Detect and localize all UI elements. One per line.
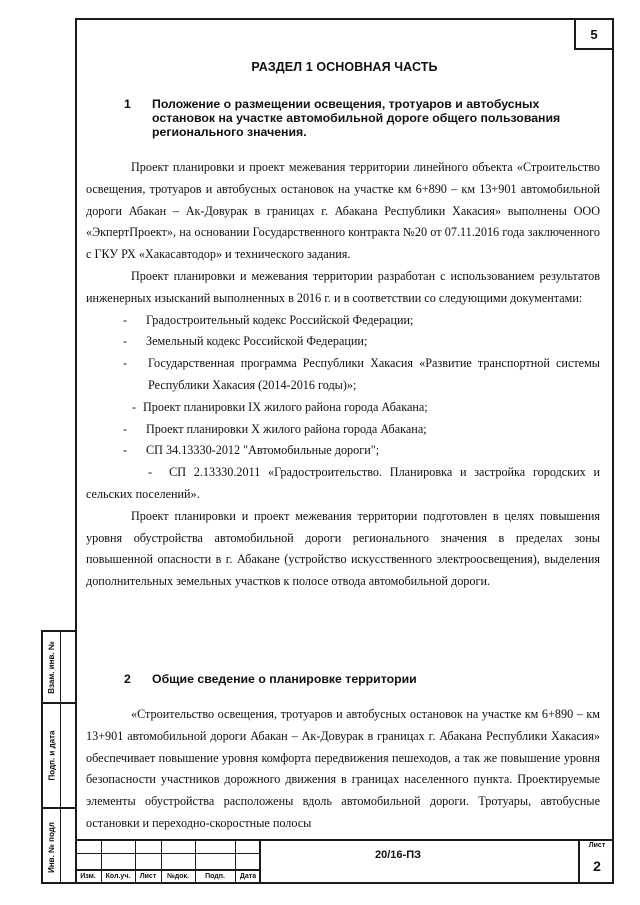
heading-2-number: 2 bbox=[124, 672, 131, 686]
page-frame bbox=[75, 18, 614, 884]
sheet-number: 2 bbox=[593, 858, 601, 874]
paragraph-2: Проект планировки и межевания территории разработан с использованием результатов инженерных изысканий выполненных в 2016 г. и в соответствии со следующими документами: bbox=[86, 268, 600, 305]
col-kol-uch: Кол.уч. bbox=[105, 873, 131, 880]
list-item: - СП 2.13330.2011 «Градостроительство. Планировка и застройка городских и сельских поселений». bbox=[86, 465, 600, 501]
list-item: - Градостроительный кодекс Российской Федерации; bbox=[123, 312, 414, 327]
list-item: - СП 34.13330-2012 "Автомобильные дороги"; bbox=[123, 443, 380, 458]
col-podp: Подп. bbox=[205, 873, 225, 880]
list-item: - Проект планировки IX жилого района города Абакана; bbox=[132, 399, 428, 414]
heading-2-text: Общие сведение о планировке территории bbox=[152, 672, 417, 686]
body-section-2 bbox=[86, 704, 600, 835]
col-izm: Изм. bbox=[80, 873, 96, 880]
side-label-vzam: Взам. инв. № bbox=[47, 640, 56, 694]
body-section-1 bbox=[86, 157, 600, 593]
paragraph-1: Проект планировки и проект межевания территории линейного объекта «Строительство освещения, тротуаров и автобусных остановок на участке км 6+890 – км 13+901 автомобильной дороги Абакан – Ак-Довурак в границах г. Абакана Республики Хакасия» выполнены ООО «ЭкпертПроект», на основании Государственного контракта №20 от 07.11.2016 года заключенного с ГКУ РХ «Хакасавтодор» и технического задания. bbox=[86, 160, 600, 262]
col-list: Лист bbox=[139, 873, 157, 880]
document-code: 20/16-ПЗ bbox=[375, 849, 421, 861]
list-item: - Проект планировки X жилого района города Абакана; bbox=[123, 421, 427, 436]
col-data: Дата bbox=[239, 873, 257, 880]
revision-grid bbox=[75, 839, 261, 884]
side-label-inv: Инв. № подл bbox=[47, 822, 57, 873]
list-item: - Государственная программа Республики Хакасия «Развитие транспортной системы Республики Хакасия (2014-2016 годы)»; bbox=[123, 356, 600, 392]
heading-1-text: Положение о размещении освещения, тротуаров и автобусных остановок на участке автомобильной дороге общего пользования регионального значения. bbox=[152, 97, 561, 139]
section-title: РАЗДЕЛ 1 ОСНОВНАЯ ЧАСТЬ bbox=[251, 60, 438, 74]
heading-1 bbox=[124, 97, 576, 139]
sheet-cell bbox=[578, 839, 614, 884]
paragraph-3: Проект планировки и проект межевания территории подготовлен в целях повышения уровня обустройства автомобильной дороги регионального значения в пределах зоны повышенной опасности в г. Абакане (устройство искусственного электроосвещения), выделения дополнительных земельных участков к полосе отвода автомобильной дороги. bbox=[86, 508, 600, 589]
title-block bbox=[75, 839, 614, 884]
heading-2 bbox=[124, 672, 576, 686]
heading-1-number: 1 bbox=[124, 97, 131, 111]
list-item: - Земельный кодекс Российской Федерации; bbox=[123, 334, 368, 349]
page-number: 5 bbox=[574, 20, 612, 50]
sheet-label: Лист bbox=[588, 842, 606, 849]
col-ndok: №док. bbox=[167, 873, 189, 880]
side-stamp bbox=[41, 630, 75, 884]
side-label-podp: Подп. и дата bbox=[47, 730, 57, 781]
paragraph-4: «Строительство освещения, тротуаров и автобусных остановок на участке км 6+890 – км 13+901 автомобильной дороги Абакан – Ак-Довурак в границах г. Абакана Республики Хакасия» обеспечивает повышение уровня комфорта передвижения пешеходов, а так же повышение уровня безопасности участников дорожного движения в границах населенного пункта. Проектируемые элементы обустройства расположены вдоль автомобильной дороги. Тротуары, автобусные остановки и переходно-скоростные полосы bbox=[86, 707, 600, 830]
